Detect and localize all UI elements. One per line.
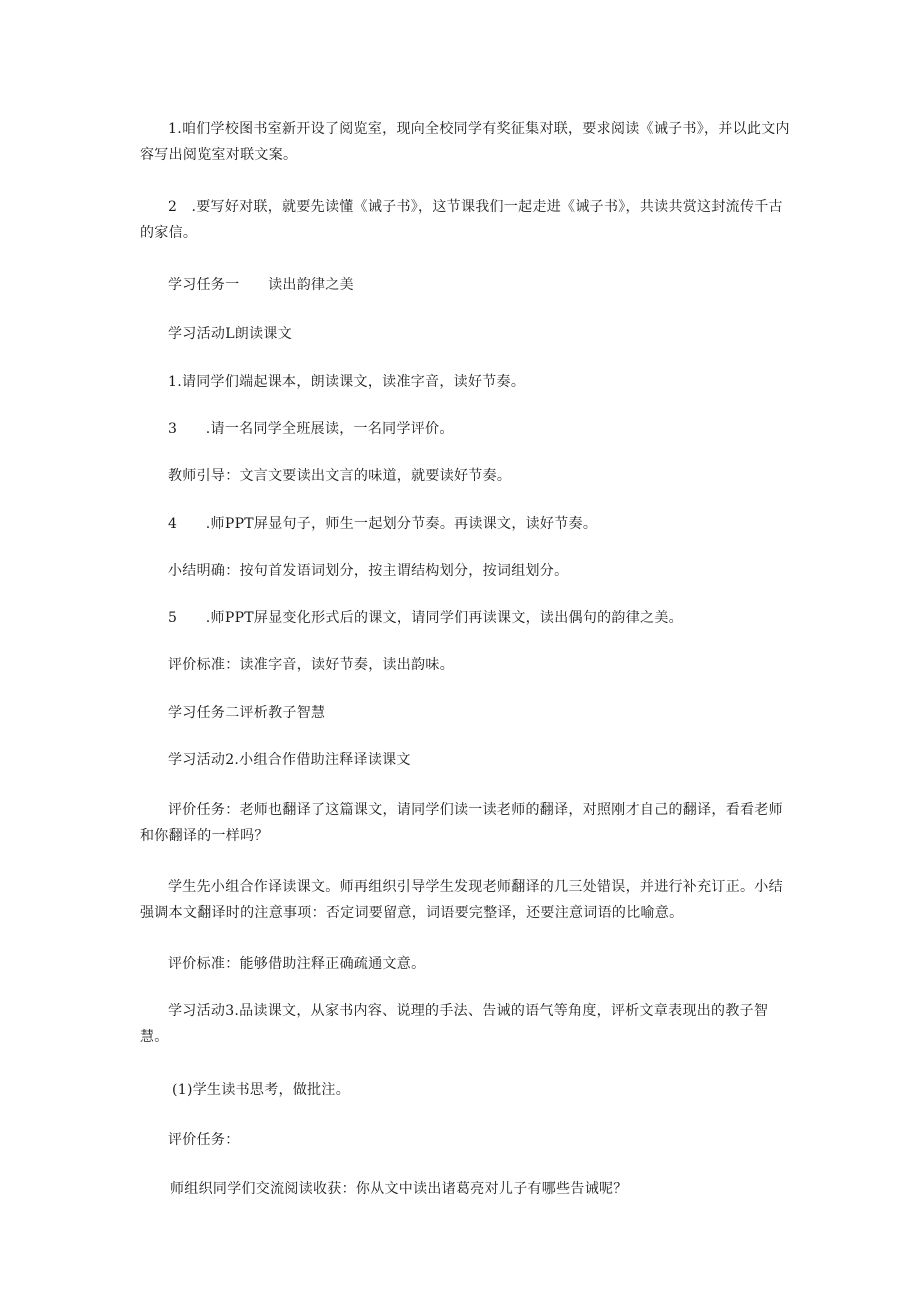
evaluation-task-1: 评价任务：老师也翻译了这篇课文，请同学们读一读老师的翻译，对照刚才自己的翻译，看看老师和你翻译的一样吗？ — [140, 802, 783, 844]
evaluation-standard-2: 评价标准：能够借助注释正确疏通文意。 — [168, 956, 426, 972]
evaluation-task-label: 评价任务： — [168, 1132, 240, 1148]
paragraph-intro-1: 1.咱们学校图书室新开设了阅览室，现向全校同学有奖征集对联，要求阅读《诫子书》，并以此文内容写出阅览室对联文案。 — [140, 121, 790, 163]
evaluation-standard-1: 评价标准：读准字音，读好节奏，读出韵味。 — [168, 657, 454, 673]
step-4: 4 .师PPT屏显句子，师生一起划分节奏。再读课文，读好节奏。 — [168, 516, 598, 532]
step-5: 5 .师PPT屏显变化形式后的课文，请同学们再读课文，读出偶句的韵律之美。 — [168, 610, 683, 626]
step-1: 1.请同学们端起课本，朗读课文，读准字音，读好节奏。 — [168, 374, 526, 390]
step-3: 3 .请一名同学全班展读，一名同学评价。 — [168, 421, 454, 437]
group-translation-paragraph: 学生先小组合作译读课文。师再组织引导学生发现老师翻译的几三处错误，并进行补充订正。小结强调本文翻译时的注意事项：否定词要留意，词语要完整译，还要注意词语的比喻意。 — [140, 879, 783, 921]
summary-note: 小结明确：按句首发语词划分，按主谓结构划分，按词组划分。 — [168, 563, 569, 579]
paragraph-intro-2: 2 .要写好对联，就要先读懂《诫子书》，这节课我们一起走进《诫子书》，共读共赏这封流传千古的家信。 — [140, 199, 783, 241]
activity-three-heading: 学习活动3.品读课文，从家书内容、说理的手法、告诫的语气等角度，评析文章表现出的教子智慧。 — [140, 1003, 769, 1045]
exchange-reading-harvest: 师组织同学们交流阅读收获：你从文中读出诸葛亮对儿子有哪些告诫呢？ — [170, 1181, 628, 1197]
task-two-heading: 学习任务二评析教子智慧 — [168, 705, 326, 721]
activity-two-heading: 学习活动2.小组合作借助注释译读课文 — [168, 752, 411, 768]
teacher-guidance: 教师引导：文言文要读出文言的味道，就要读好节奏。 — [168, 468, 512, 484]
task-one-heading: 学习任务一 读出韵律之美 — [168, 277, 354, 293]
sub-step-1: (1)学生读书思考，做批注。 — [172, 1082, 351, 1098]
activity-one-heading: 学习活动L朗读课文 — [168, 326, 292, 342]
